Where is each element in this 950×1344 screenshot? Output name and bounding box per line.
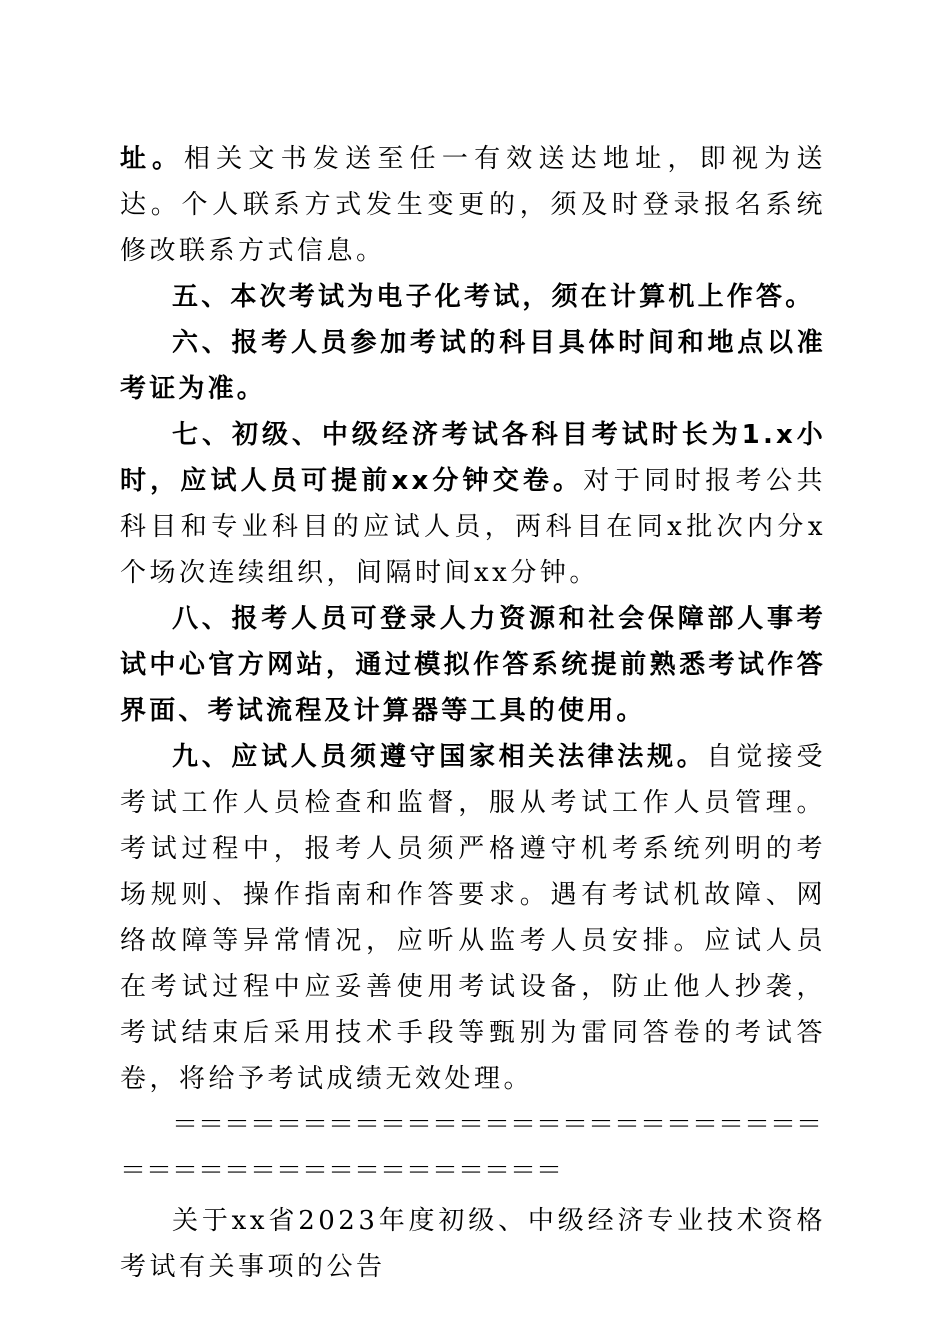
paragraph-item-9-lead: 九、应试人员须遵守国家相关法律法规。 <box>172 742 707 772</box>
paragraph-item-7-text: 对于同时报考公共科目和专业科目的应试人员，两科目在同x批次内分x个场次连续组织，间隔时间xx分钟。 <box>120 466 826 588</box>
paragraph-address-text: 相关文书发送至任一有效送达地址，即视为送达。个人联系方式发生变更的，须及时登录报名系统修改联系方式信息。 <box>120 144 826 266</box>
paragraph-item-8: 八、报考人员可登录人力资源和社会保障部人事考试中心官方网站，通过模拟作答系统提前熟悉考试作答界面、考试流程及计算器等工具的使用。 <box>120 604 826 726</box>
paragraph-item-5: 五、本次考试为电子化考试，须在计算机上作答。 <box>172 282 815 312</box>
paragraph-item-7 <box>120 412 826 596</box>
separator-line: ＝＝＝＝＝＝＝＝＝＝＝＝＝＝＝＝＝＝＝＝＝＝＝＝＝＝＝＝＝＝＝＝＝＝＝＝＝＝＝＝＝＝ <box>120 1110 823 1186</box>
document-page <box>120 136 826 1290</box>
paragraph-item-6: 六、报考人员参加考试的科目具体时间和地点以准考证为准。 <box>120 328 826 404</box>
footer-title: 关于xx省2023年度初级、中级经济专业技术资格考试有关事项的公告 <box>120 1206 826 1282</box>
paragraph-address-continued <box>120 136 826 274</box>
paragraph-address-lead: 址。 <box>120 144 184 174</box>
paragraph-item-9-text: 自觉接受考试工作人员检查和监督，服从考试工作人员管理。考试过程中，报考人员须严格遵守机考系统列明的考场规则、操作指南和作答要求。遇有考试机故障、网络故障等异常情况，应听从监考人员安排。应试人员在考试过程中应妥善使用考试设备，防止他人抄袭，考试结束后采用技术手段等甄别为雷同答卷的考试答卷，将给予考试成绩无效处理。 <box>120 742 826 1094</box>
paragraph-item-9 <box>120 734 826 1102</box>
paragraph-item-7-lead: 七、初级、中级经济考试各科目考试时长为1.x小时，应试人员可提前xx分钟交卷。 <box>120 420 826 496</box>
